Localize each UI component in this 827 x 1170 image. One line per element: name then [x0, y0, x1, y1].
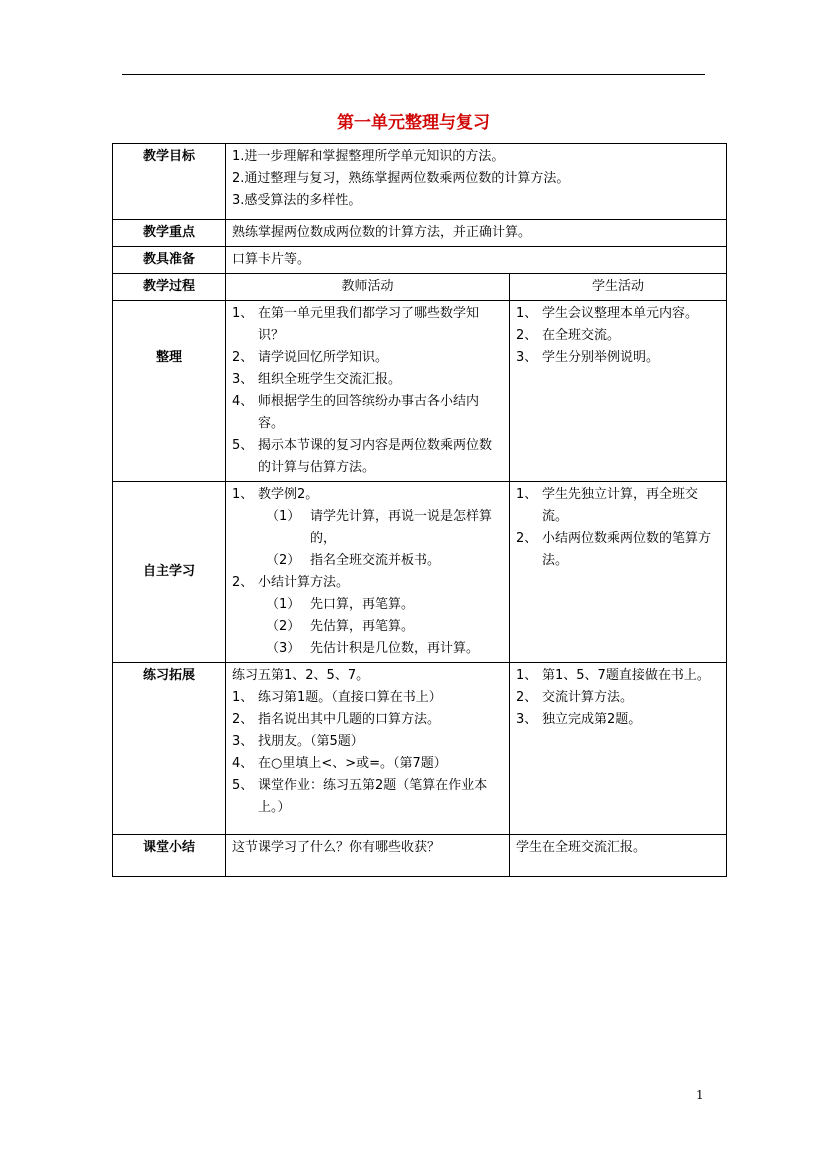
focus-text: 熟练掌握两位数成两位数的计算方法，并正确计算。 — [226, 220, 727, 247]
item-number: 2、 — [516, 531, 538, 546]
goals-label: 教学目标 — [113, 144, 226, 220]
goal-line: 1.进一步理解和掌握整理所学单元知识的方法。 — [232, 149, 505, 164]
item-text: 学生先独立计算，再全班交流。 — [542, 487, 699, 524]
item-text: 先估计积是几位数，再计算。 — [310, 641, 480, 656]
goal-line: 2.通过整理与复习，熟练掌握两位数乘两位数的计算方法。 — [232, 171, 570, 186]
teacher-activity — [226, 482, 510, 663]
practice-intro: 练习五第1、2、5、7。 — [232, 668, 370, 683]
item-number: 1、 — [232, 487, 254, 502]
list-item — [516, 325, 720, 347]
list-item — [232, 731, 503, 753]
item-text: 独立完成第2题。 — [542, 712, 642, 727]
list-item — [516, 528, 720, 572]
row-section-organize — [113, 301, 727, 482]
item-text: 练习第1题。（直接口算在书上） — [258, 690, 442, 705]
item-number: （2） — [266, 553, 301, 568]
student-activity — [510, 301, 727, 482]
summary-teacher: 这节课学习了什么？你有哪些收获？ — [226, 835, 510, 877]
list-item — [516, 665, 720, 687]
item-text: 请学说回忆所学知识。 — [258, 350, 389, 365]
item-number: 5、 — [232, 778, 254, 793]
tools-label: 教具准备 — [113, 247, 226, 274]
item-number: 1、 — [232, 306, 254, 321]
item-number: （2） — [266, 619, 301, 634]
item-text: 教学例2。 — [258, 487, 319, 502]
item-number: 4、 — [232, 756, 254, 771]
item-text: 在○里填上<、>或=。（第7题） — [258, 756, 447, 771]
item-number: 1、 — [516, 668, 538, 683]
list-item — [232, 687, 503, 709]
item-number: 2、 — [232, 350, 254, 365]
item-number: 3、 — [232, 372, 254, 387]
row-section-practice — [113, 663, 727, 835]
item-text: 学生分别举例说明。 — [542, 350, 660, 365]
tools-text: 口算卡片等。 — [226, 247, 727, 274]
item-text: 小结计算方法。 — [258, 575, 350, 590]
teacher-activity — [226, 301, 510, 482]
header-rule — [122, 74, 705, 75]
student-activity — [510, 663, 727, 835]
item-text: 师根据学生的回答缤纷办事古各小结内容。 — [258, 394, 480, 431]
item-text: 揭示本节课的复习内容是两位数乘两位数的计算与估算方法。 — [258, 438, 493, 475]
row-process-header — [113, 274, 727, 301]
list-item — [232, 435, 503, 479]
list-item — [516, 303, 720, 325]
item-text: 指名全班交流并板书。 — [310, 553, 441, 568]
item-text: 第1、5、7题直接做在书上。 — [542, 668, 710, 683]
item-number: 1、 — [516, 487, 538, 502]
item-number: 4、 — [232, 394, 254, 409]
goal-line: 3.感受算法的多样性。 — [232, 193, 362, 208]
item-text: 小结两位数乘两位数的笔算方法。 — [542, 531, 712, 568]
item-text: 课堂作业：练习五第2题（笔算在作业本上。） — [258, 778, 488, 815]
item-number: 2、 — [516, 328, 538, 343]
teacher-activity — [226, 663, 510, 835]
list-item — [232, 616, 503, 638]
item-text: 交流计算方法。 — [542, 690, 634, 705]
row-tools — [113, 247, 727, 274]
row-goals — [113, 144, 727, 220]
teacher-header: 教师活动 — [226, 274, 510, 301]
item-text: 在全班交流。 — [542, 328, 621, 343]
page-number: 1 — [696, 1088, 704, 1102]
list-item — [232, 594, 503, 616]
item-text: 学生会议整理本单元内容。 — [542, 306, 699, 321]
list-item — [232, 506, 503, 550]
list-item — [232, 391, 503, 435]
summary-label: 课堂小结 — [113, 835, 226, 877]
student-activity — [510, 482, 727, 663]
item-number: 1、 — [516, 306, 538, 321]
list-item — [232, 303, 503, 347]
list-item — [232, 753, 503, 775]
list-item — [232, 638, 503, 660]
list-item — [232, 484, 503, 506]
item-text: 先口算，再笔算。 — [310, 597, 415, 612]
item-number: （3） — [266, 641, 301, 656]
lesson-plan-table — [112, 143, 727, 877]
list-item — [232, 709, 503, 731]
item-text: 指名说出其中几题的口算方法。 — [258, 712, 441, 727]
list-item — [516, 687, 720, 709]
item-number: 3、 — [516, 712, 538, 727]
list-item — [232, 347, 503, 369]
item-number: （1） — [266, 597, 301, 612]
item-text: 先估算，再笔算。 — [310, 619, 415, 634]
list-item — [232, 572, 503, 594]
row-summary — [113, 835, 727, 877]
row-section-self-study — [113, 482, 727, 663]
item-number: 2、 — [232, 712, 254, 727]
item-text: 在第一单元里我们都学习了哪些数学知识？ — [258, 306, 480, 343]
item-text: 组织全班学生交流汇报。 — [258, 372, 402, 387]
item-number: 5、 — [232, 438, 254, 453]
row-focus — [113, 220, 727, 247]
focus-label: 教学重点 — [113, 220, 226, 247]
item-number: 3、 — [232, 734, 254, 749]
list-item — [232, 550, 503, 572]
goals-content — [226, 144, 727, 220]
section-label: 整理 — [113, 301, 226, 482]
item-number: 2、 — [232, 575, 254, 590]
item-text: 找朋友。（第5题） — [258, 734, 364, 749]
section-label: 练习拓展 — [113, 663, 226, 835]
list-item — [516, 347, 720, 369]
item-number: 3、 — [516, 350, 538, 365]
list-item — [232, 369, 503, 391]
list-item — [232, 775, 503, 819]
item-number: （1） — [266, 509, 301, 524]
page-title: 第一单元整理与复习 — [337, 113, 490, 133]
item-number: 1、 — [232, 690, 254, 705]
section-label: 自主学习 — [113, 482, 226, 663]
student-header: 学生活动 — [510, 274, 727, 301]
summary-student: 学生在全班交流汇报。 — [510, 835, 727, 877]
list-item — [516, 484, 720, 528]
list-item — [516, 709, 720, 731]
process-label: 教学过程 — [113, 274, 226, 301]
item-number: 2、 — [516, 690, 538, 705]
item-text: 请学先计算，再说一说是怎样算的， — [310, 509, 493, 546]
